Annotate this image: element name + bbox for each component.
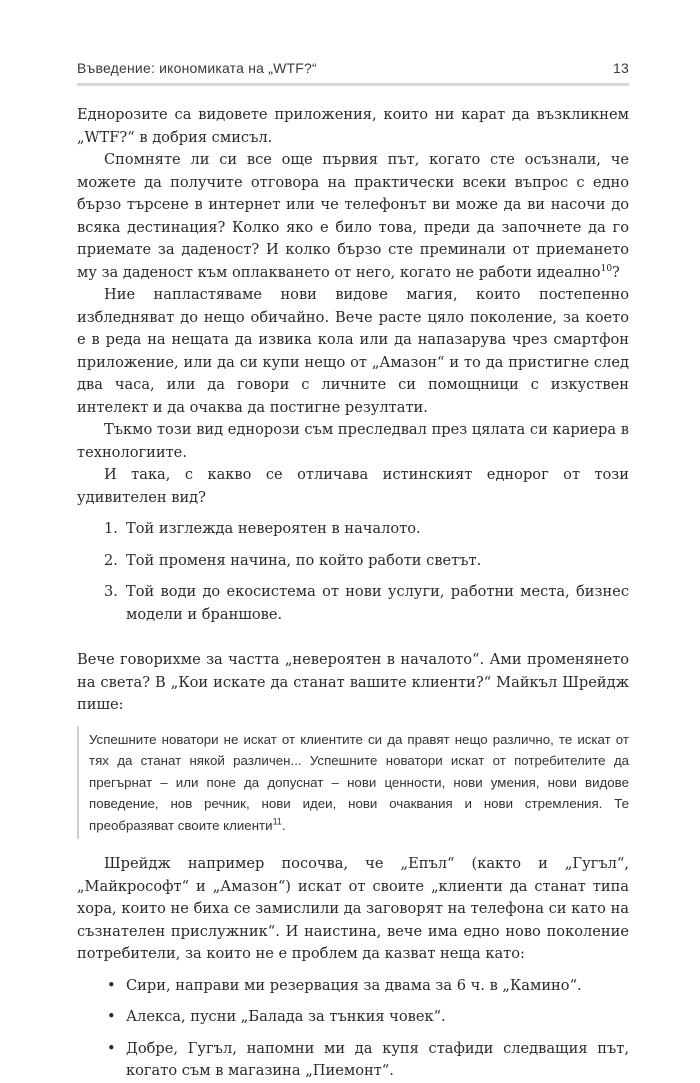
paragraph: Вече говорихме за частта „невероятен в началото“. Ами променянето на света? В „Кои искате да станат вашите клиенти?“ Майкъл Шрейдж пише:: [77, 651, 629, 713]
paragraph: Спомняте ли си все още първия път, когато сте осъзнали, че можете да получите отговора на практически всеки въпрос с едно бързо търсене в интернет или че телефонът ви може да ви насочи до всяка дестинация? Колко яко е било това, преди да започнете да го приемате за даденост? И колко бързо сте преминали от приемането му за даденост към оплакването от него, когато не работи идеално$^{10}$?: [77, 151, 629, 281]
bullet-icon: •: [107, 976, 116, 994]
block-quote: Успешните новатори не искат от клиентите си да правят нещо различно, те искат от тях да станат някой различен... Успешните новатори искат от потребителите да прегърнат – или поне да допуснат – нови ценности, нови умения, нови видове поведение, нов речник, нови идеи, нови очаквания и нови стремления. Те преобразяват своите клиенти$^{11}$.: [77, 726, 629, 840]
paragraph: Ние напластяваме нови видове магия, които постепенно избледняват до нещо обичайно. Вече расте цяло поколение, за което е в реда на нещата да извика кола или да напазарува чрез смартфон приложение, или да си купи нещо от „Амазон“ и то да пристигне след два часа, или да говори с личните си помощници с изкуствен интелект и да очаква да постигне резултати.: [77, 286, 629, 416]
paragraph: Еднорозите са видовете приложения, които ни карат да възкликнем „WTF?“ в добрия смисъл.: [77, 106, 629, 146]
bullet-icon: •: [107, 1008, 116, 1025]
running-header: [77, 60, 629, 76]
bullet-icon: •: [107, 1039, 116, 1057]
running-title: Въведение: икономиката на „WTF?“: [77, 60, 317, 76]
main-text: [77, 104, 629, 1083]
paragraph: Тъкмо този вид еднорози съм преследвал през цялата си кариера в технологиите.: [77, 421, 629, 461]
page-number: 13: [613, 60, 629, 76]
paragraph: И така, с какво се отличава истинският еднорог от този удивителен вид?: [77, 466, 629, 506]
bullet-list: [77, 975, 629, 1083]
list-item: 3. Той води до екосистема от нови услуги, работни места, бизнес модели и браншове.: [104, 583, 629, 623]
paragraph: Шрейдж например посочва, че „Епъл“ (както и „Гугъл“, „Майкрософт“ и „Амазон“) искат от своите „клиенти да станат типа хора, които не биха се замислили да заговорят на телефона си като на съзнателен прислужник“. И наистина, вече има едно ново поколение потребители, за които не е проблем да казват неща като:: [77, 855, 629, 962]
numbered-list: [77, 518, 629, 626]
header-rule: [77, 83, 629, 86]
footnote-ref: 11: [272, 816, 282, 827]
list-item: 2. Той променя начина, по който работи светът.: [104, 551, 482, 569]
list-item: • Сири, направи ми резервация за двама за 6 ч. в „Камино“.: [77, 975, 629, 998]
list-item: • Алекса, пусни „Балада за тънкия човек“.: [77, 1006, 629, 1029]
list-item: 1. Той изглежда невероятен в началото.: [104, 520, 421, 537]
footnote-ref: 10: [600, 263, 613, 274]
list-item: • Добре, Гугъл, напомни ми да купя стафиди следващия път, когато съм в магазина „Пиемонт“.: [107, 1039, 629, 1079]
